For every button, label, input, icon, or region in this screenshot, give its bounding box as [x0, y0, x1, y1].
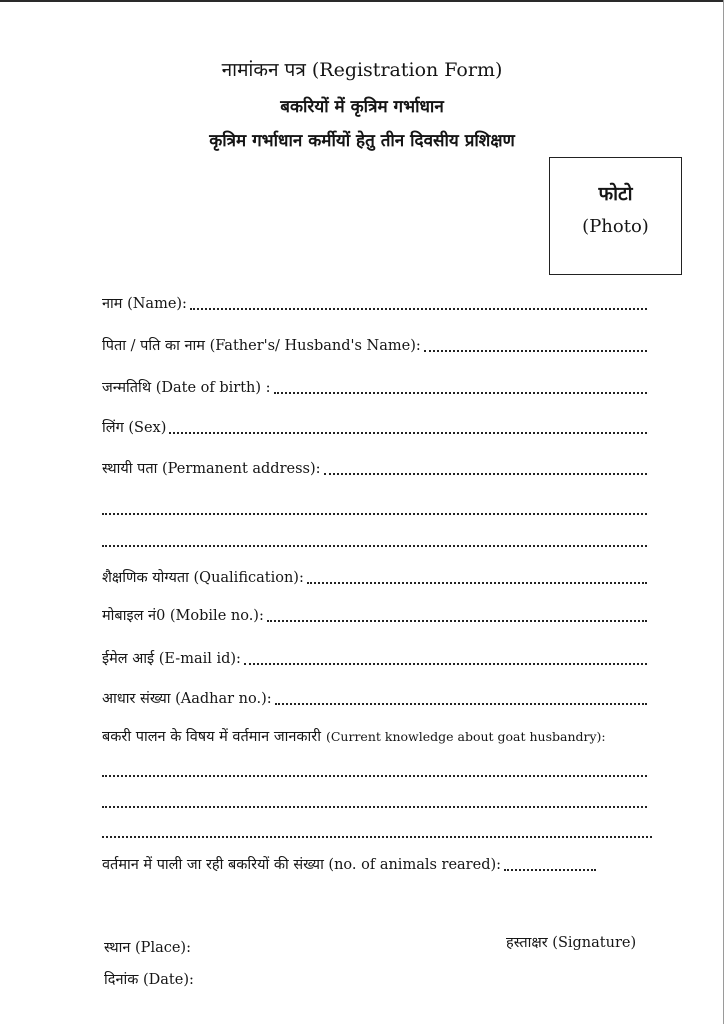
- dob-label: जन्मतिथि (Date of birth) :: [102, 380, 271, 396]
- aadhar-dotted-line: [275, 699, 647, 705]
- address-dotted-line: [324, 469, 647, 475]
- email-dotted-line: [244, 659, 647, 665]
- father-name-field[interactable]: [102, 331, 647, 355]
- mobile-label: मोबाइल नं0 (Mobile no.):: [102, 608, 264, 624]
- knowledge-line-3[interactable]: [102, 817, 652, 841]
- mobile-field[interactable]: [102, 601, 647, 625]
- knowledge-heading: [102, 722, 662, 746]
- address-field[interactable]: [102, 454, 647, 478]
- name-field[interactable]: [102, 289, 647, 313]
- page-top-edge: [0, 0, 724, 2]
- name-label: नाम (Name):: [102, 296, 187, 312]
- place-label: स्थान (Place):: [104, 940, 191, 956]
- name-dotted-line: [190, 304, 647, 310]
- form-title: नामांकन पत्र (Registration Form): [221, 59, 503, 81]
- knowledge-dotted-line-1: [102, 771, 647, 777]
- signature-label: हस्ताक्षर (Signature): [506, 935, 637, 951]
- address-label: स्थायी पता (Permanent address):: [102, 461, 321, 477]
- photo-label-hindi: फोटो: [598, 183, 633, 205]
- animals-reared-label: वर्तमान में पाली जा रही बकरियों की संख्या (no. of animals reared):: [102, 857, 502, 873]
- knowledge-line-2[interactable]: [102, 787, 647, 811]
- email-label: ईमेल आई (E-mail id):: [102, 651, 241, 667]
- photo-box: [549, 157, 682, 275]
- address-line-2[interactable]: [102, 494, 647, 518]
- sex-dotted-line: [169, 428, 647, 434]
- address-line-3[interactable]: [102, 526, 647, 550]
- photo-label-english: (Photo): [582, 216, 649, 237]
- email-field[interactable]: [102, 644, 647, 668]
- training-title: कृत्रिम गर्भाधान कर्मीयों हेतु तीन दिवसीय प्रशिक्षण: [209, 131, 515, 151]
- qualification-dotted-line: [307, 578, 647, 584]
- qualification-label: शैक्षणिक योग्यता (Qualification):: [102, 570, 304, 586]
- aadhar-field[interactable]: [102, 684, 647, 708]
- father-name-dotted-line: [424, 346, 647, 352]
- knowledge-label-english: (Current knowledge about goat husbandry):: [325, 729, 606, 744]
- dob-dotted-line: [274, 388, 647, 394]
- aadhar-label: आधार संख्या (Aadhar no.):: [102, 691, 272, 707]
- knowledge-dotted-line-2: [102, 802, 647, 808]
- animals-reared-dotted-line: [504, 865, 596, 871]
- address-dotted-line-3: [102, 541, 647, 547]
- dob-field[interactable]: [102, 373, 647, 397]
- qualification-field[interactable]: [102, 563, 647, 587]
- date-label: दिनांक (Date):: [104, 972, 194, 988]
- form-subtitle: बकरियों में कृत्रिम गर्भाधान: [280, 97, 444, 117]
- animals-reared-field[interactable]: [102, 850, 662, 874]
- sex-label: लिंग (Sex): [102, 420, 167, 436]
- sex-field[interactable]: [102, 413, 647, 437]
- knowledge-dotted-line-3: [102, 832, 652, 838]
- address-dotted-line-2: [102, 509, 647, 515]
- father-name-label: पिता / पति का नाम (Father's/ Husband's Name):: [102, 338, 421, 354]
- knowledge-label-hindi: बकरी पालन के विषय में वर्तमान जानकारी: [102, 729, 321, 745]
- mobile-dotted-line: [267, 616, 647, 622]
- knowledge-line-1[interactable]: [102, 756, 647, 780]
